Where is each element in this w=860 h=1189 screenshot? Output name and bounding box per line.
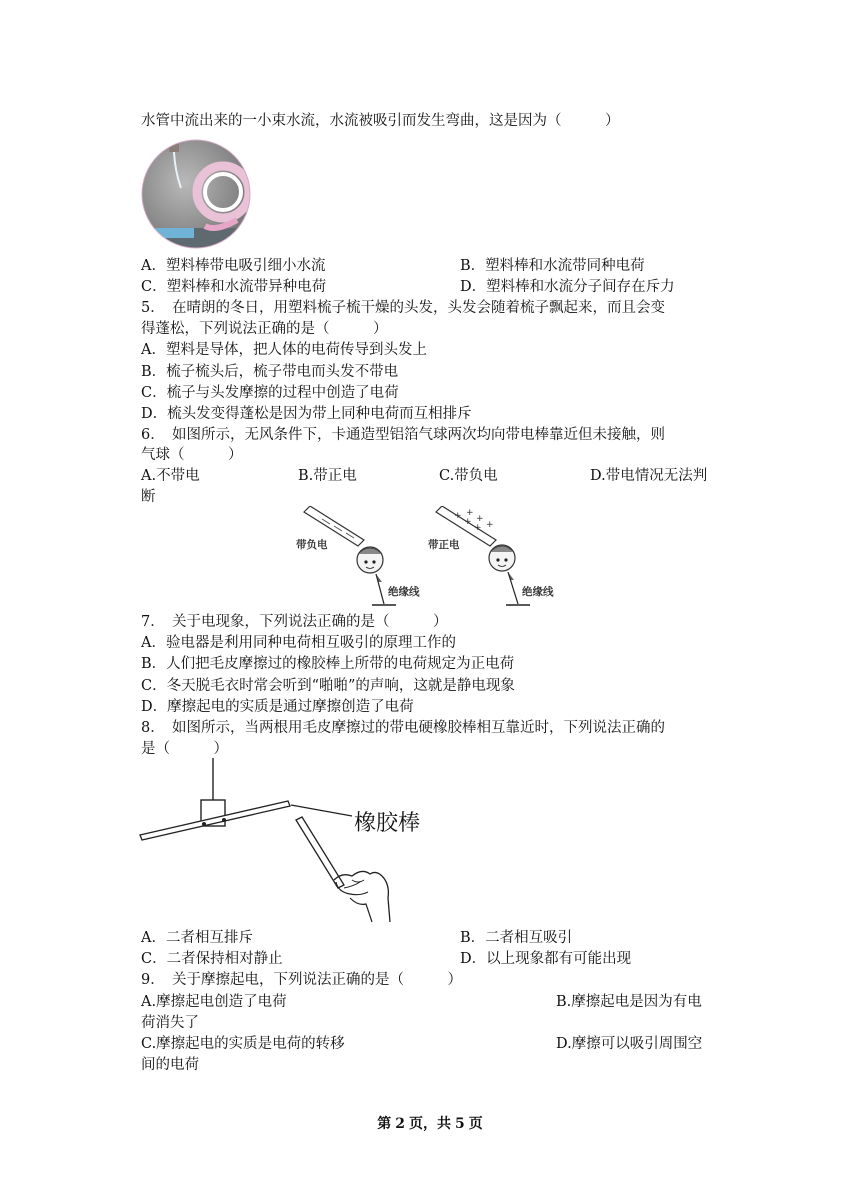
q4-options-row1 <box>141 256 721 277</box>
q9-option-d-continued: 间的电荷 <box>141 1057 199 1073</box>
footer-page-number: 2 <box>395 1116 405 1132</box>
svg-text:+: + <box>476 514 484 524</box>
q6-option-d-continued: 断 <box>141 489 156 505</box>
footer-mid: 页，共 <box>409 1116 451 1132</box>
q8-options-row2 <box>141 949 721 970</box>
footer-prefix: 第 <box>377 1116 392 1132</box>
svg-text:+: + <box>466 508 474 518</box>
q6-stem-line1: 6． 如图所示，无风条件下，卡通造型铝箔气球两次均向带电棒靠近但未接触，则 <box>141 427 665 443</box>
q9-option-b[interactable]: B.摩擦起电是因为有电 <box>556 994 702 1010</box>
q6-figure <box>286 506 576 612</box>
q8-option-a[interactable]: A．二者相互排斥 <box>141 930 253 946</box>
q8-figure <box>138 758 458 926</box>
q4-options-row2 <box>141 277 721 298</box>
q5-option-a[interactable]: A．塑料是导体，把人体的电荷传导到头发上 <box>141 342 427 358</box>
q7-option-b[interactable]: B．人们把毛皮摩擦过的橡胶棒上所带的电荷规定为正电荷 <box>141 656 515 672</box>
q8-hand <box>334 871 390 922</box>
q7-option-a[interactable]: A．验电器是利用同种电荷相互吸引的原理工作的 <box>141 635 456 651</box>
svg-text:+: + <box>486 520 494 530</box>
q6-right-wire-label: 绝缘线 <box>522 586 554 598</box>
q5-stem-line2: 得蓬松，下列说法正确的是（ ） <box>141 321 388 337</box>
page-footer <box>0 1113 860 1133</box>
q4-option-b[interactable]: B．塑料棒和水流带同种电荷 <box>460 258 645 274</box>
q9-stem: 9． 关于摩擦起电，下列说法正确的是（ ） <box>141 972 462 988</box>
q5-option-d[interactable]: D．梳头发变得蓬松是因为带上同种电荷而互相排斥 <box>141 406 472 422</box>
q6-stem-line2: 气球（ ） <box>141 447 243 463</box>
q9-options-row2 <box>141 1034 721 1055</box>
q8-rod-label: 橡胶棒 <box>354 811 421 836</box>
q9-option-c[interactable]: C.摩擦起电的实质是电荷的转移 <box>141 1036 345 1052</box>
svg-text:+: + <box>474 523 482 533</box>
q6-right-rod-label: 带正电 <box>428 539 460 551</box>
q6-left-wire-label: 绝缘线 <box>388 586 420 598</box>
footer-total-pages: 5 <box>455 1116 465 1132</box>
q8-suspended-rod <box>140 801 290 840</box>
q8-option-b[interactable]: B．二者相互吸引 <box>460 930 573 946</box>
q8-stem-line2: 是（ ） <box>141 741 228 757</box>
svg-text:+: + <box>464 517 472 527</box>
q8-option-d[interactable]: D．以上现象都有可能出现 <box>460 951 632 967</box>
q6-option-c[interactable]: C.带负电 <box>439 468 498 484</box>
q4-option-a[interactable]: A．塑料棒带电吸引细小水流 <box>141 258 326 274</box>
q4-stem: 水管中流出来的一小束水流，水流被吸引而发生弯曲，这是因为（ ） <box>141 113 620 129</box>
q5-stem-line1: 5． 在晴朗的冬日，用塑料梳子梳干燥的头发，头发会随着梳子飘起来，而且会变 <box>141 300 665 316</box>
q9-option-b-continued: 荷消失了 <box>141 1015 199 1031</box>
q8-stem-line1: 8． 如图所示，当两根用毛皮摩擦过的带电硬橡胶棒相互靠近时，下列说法正确的 <box>141 720 665 736</box>
q4-option-d[interactable]: D．塑料棒和水流分子间存在斥力 <box>460 279 675 295</box>
q5-option-b[interactable]: B．梳子梳头后，梳子带电而头发不带电 <box>141 364 399 380</box>
svg-text:+: + <box>454 511 462 521</box>
footer-suffix: 页 <box>468 1116 483 1132</box>
q8-option-c[interactable]: C．二者保持相对静止 <box>141 951 283 967</box>
q9-option-a[interactable]: A.摩擦起电创造了电荷 <box>141 994 287 1010</box>
q9-option-d[interactable]: D.摩擦可以吸引周围空 <box>556 1036 703 1052</box>
q8-options-row1 <box>141 928 721 949</box>
q5-option-c[interactable]: C．梳子与头发摩擦的过程中创造了电荷 <box>141 385 399 401</box>
q6-left-rod-label: 带负电 <box>296 539 328 551</box>
q4-option-c[interactable]: C．塑料棒和水流带异种电荷 <box>141 279 327 295</box>
q6-option-b[interactable]: B.带正电 <box>298 468 357 484</box>
q7-option-c[interactable]: C．冬天脱毛衣时常会听到“啪啪”的声响，这就是静电现象 <box>141 678 515 694</box>
q6-option-d[interactable]: D.带电情况无法判 <box>590 468 708 484</box>
q6-option-a[interactable]: A.不带电 <box>141 468 200 484</box>
q6-options-row <box>141 466 721 487</box>
q7-option-d[interactable]: D．摩擦起电的实质是通过摩擦创造了电荷 <box>141 699 414 715</box>
q4-photo <box>141 136 251 252</box>
q9-options-row1 <box>141 992 721 1013</box>
q7-stem: 7． 关于电现象，下列说法正确的是（ ） <box>141 614 448 630</box>
